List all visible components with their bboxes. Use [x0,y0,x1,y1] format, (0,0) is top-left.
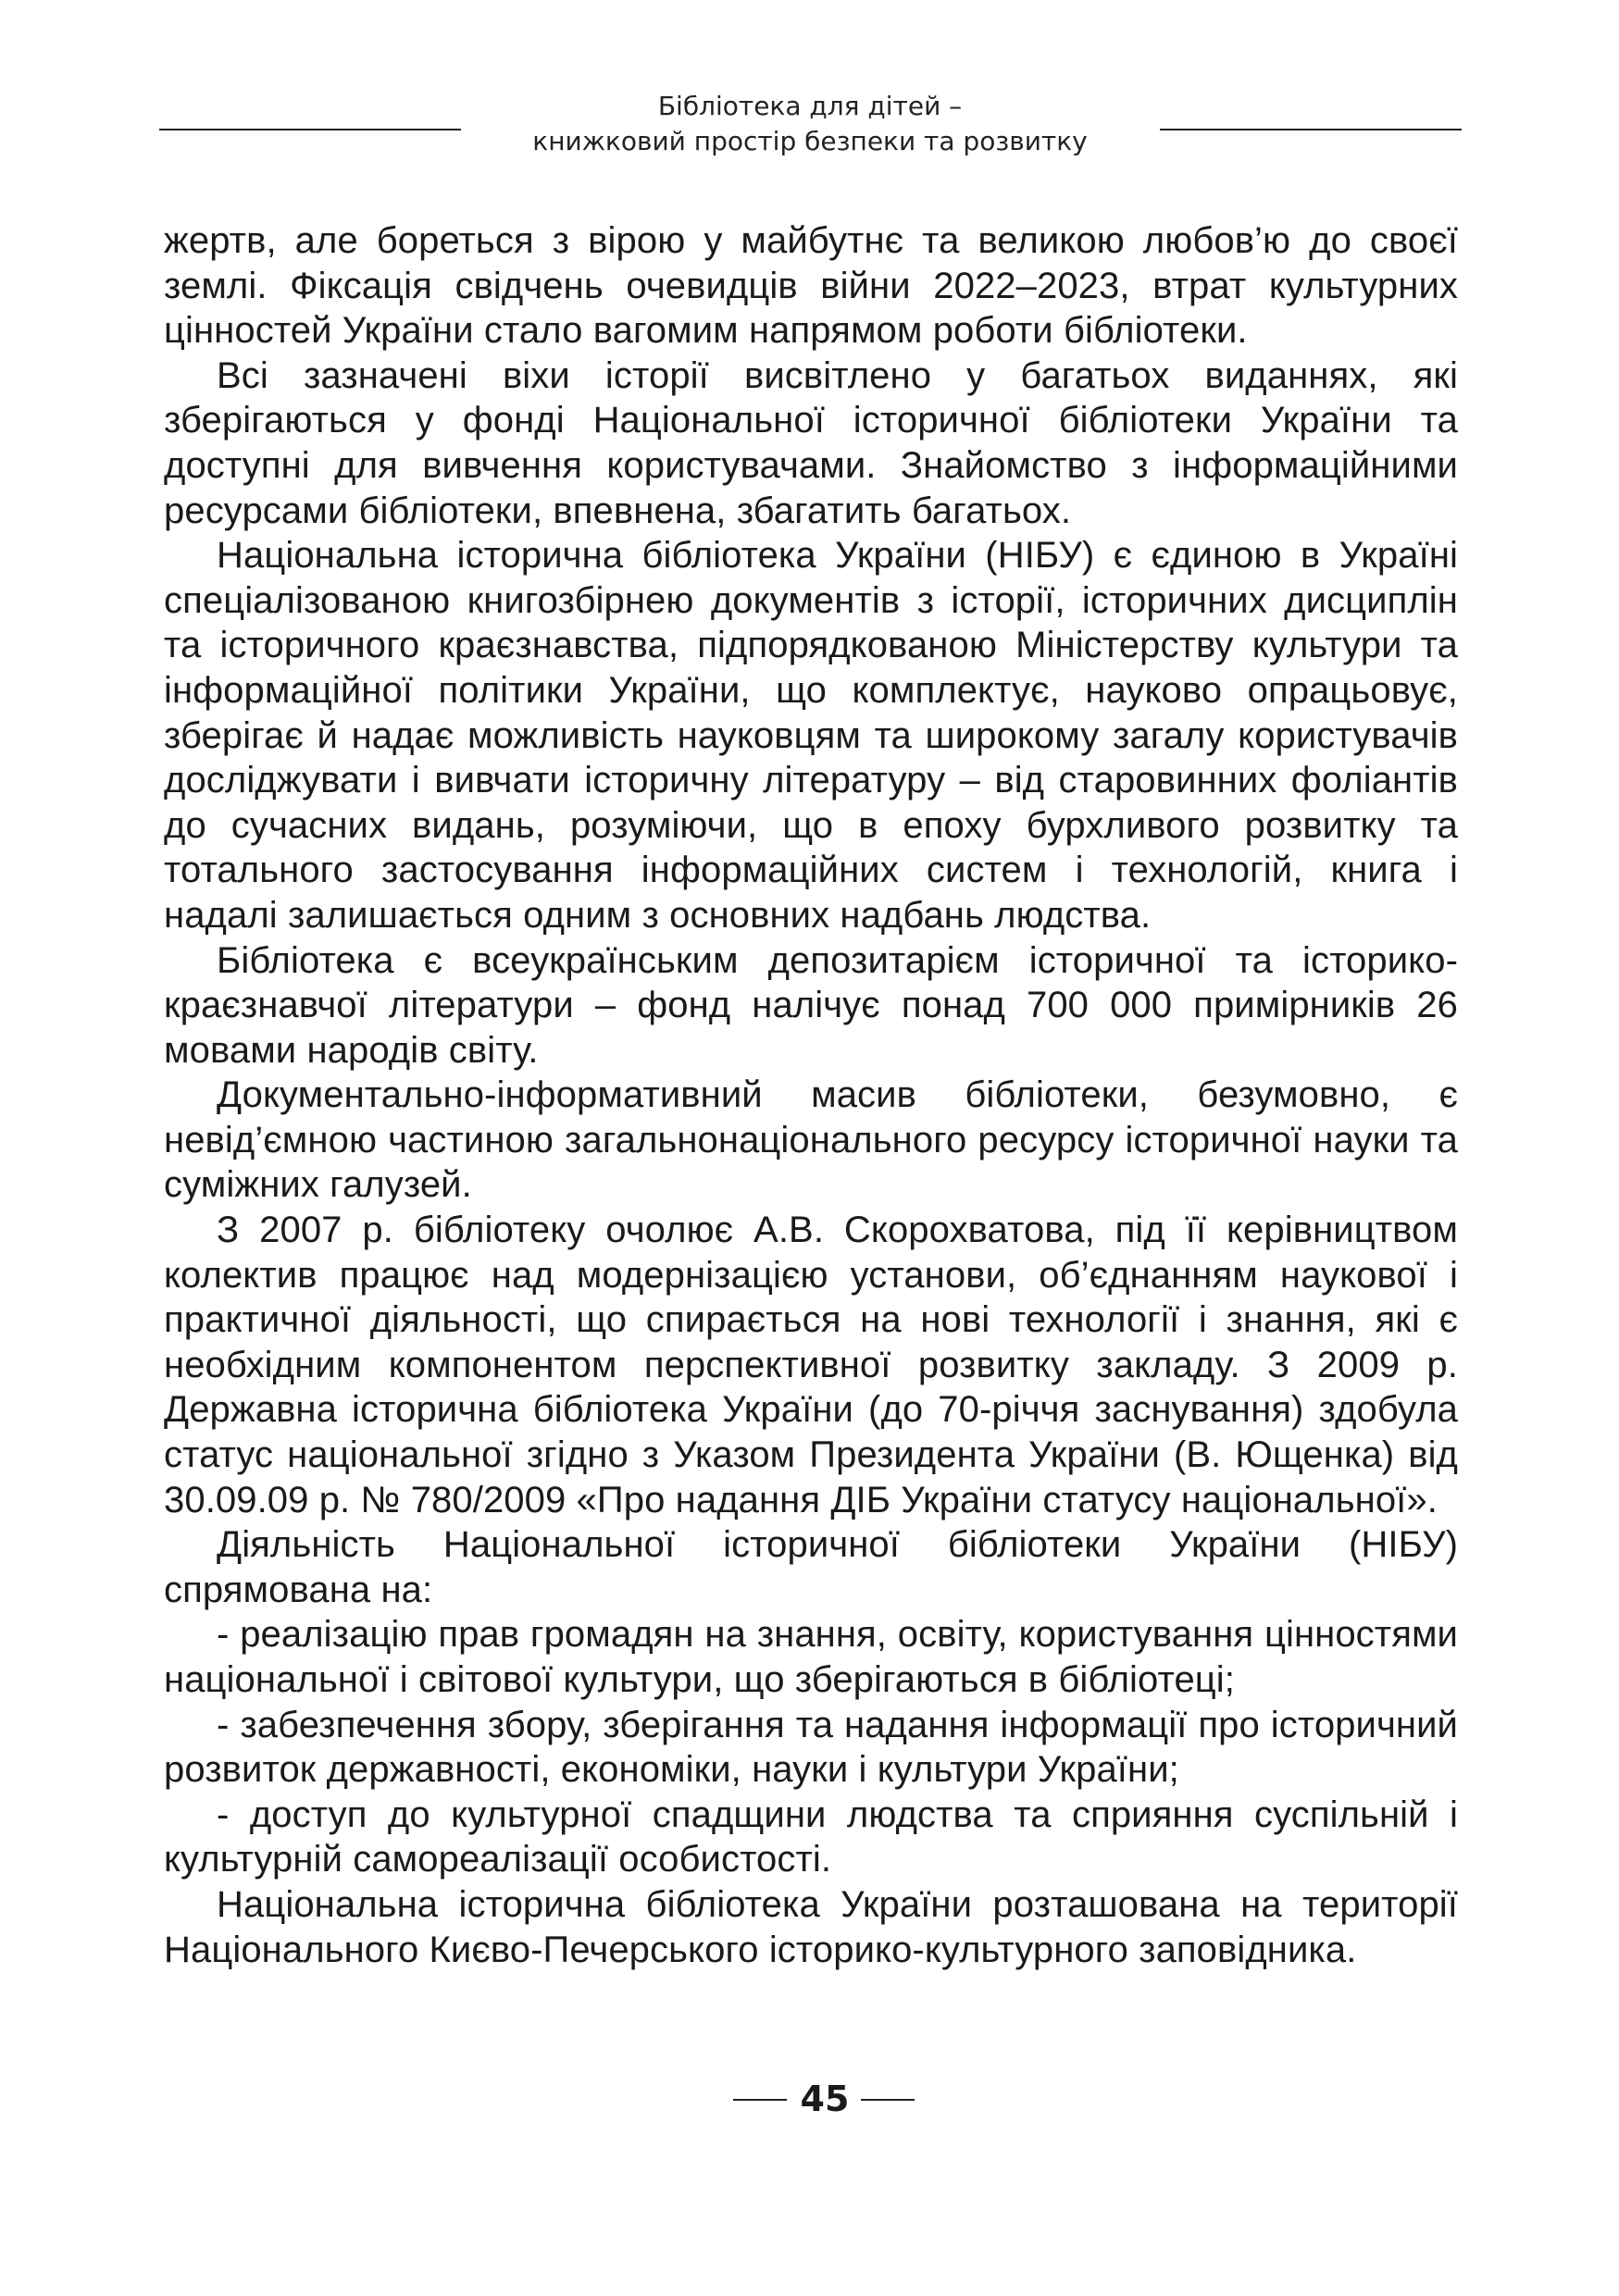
footer-rule-left [733,2099,787,2101]
paragraph: Документально-інформативний масив бібліотеки, безумовно, є невід’ємною частиною загальнонаціонального ресурсу історичної науки та суміжних галузей. [164,1074,1458,1206]
list-item: - доступ до культурної спадщини людства та сприяння суспільній і культурній самореалізації особистості. [164,1793,1458,1880]
page-footer [0,2075,1619,2130]
paragraph: Бібліотека є всеукраїнським депозитарієм історичної та історико-краєзнавчої літератури – фонд налічує понад 700 000 примірників 26 мовами народів світу. [164,939,1458,1071]
header-rule-left [159,129,461,130]
paragraph: Національна історична бібліотека України розташована на території Національного Києво-Печерського історико-культурного заповідника. [164,1883,1458,1970]
header-rule-right [1160,129,1462,130]
paragraph: Діяльність Національної історичної бібліотеки України (НІБУ) спрямована на: [164,1524,1458,1610]
running-header [0,89,1619,172]
list-item: - реалізацію прав громадян на знання, освіту, користування цінностями національної і світової культури, що зберігаються в бібліотеці; [164,1614,1458,1700]
page-number: 45 [800,2079,850,2119]
paragraph: Національна історична бібліотека України (НІБУ) є єдиною в Україні спеціалізованою книгозбірнею документів з історії, історичних дисциплін та історичного краєзнавства, підпорядкованою Міністерству культури та інформаційної політики України, що комплектує, науково опрацьовує, зберігає й надає можливість науковцям та широкому загалу користувачів досліджувати і вивчати історичну літературу – від старовинних фоліантів до сучасних видань, розуміючи, що в епоху бурхливого розвитку та тотального застосування інформаційних систем і технологій, книга і надалі залишається одним з основних надбань людства. [164,535,1458,936]
paragraph: З 2007 р. бібліотеку очолює А.В. Скорохватова, під її керівництвом колектив працює над модернізацією установи, об’єднанням наукової і практичної діяльності, що спирається на нові технології і знання, які є необхідним компонентом перспективної розвитку закладу. З 2009 р. Державна історична бібліотека України (до 70-річчя заснування) здобула статус національної згідно з Указом Президента України (В. Ющенка) від 30.09.09 р. № 780/2009 «Про надання ДІБ України статусу національної». [164,1210,1458,1520]
body-text [164,218,1458,1972]
header-title-line1: Бібліотека для дітей – [657,91,963,121]
list-item: - забезпечення збору, зберігання та надання інформації про історичний розвиток державності, економіки, науки і культури України; [164,1704,1458,1791]
paragraph-continued: жертв, але бореться з вірою у майбутнє та великою любов’ю до своєї землі. Фіксація свідчень очевидців війни 2022–2023, втрат культурних цінностей України стало вагомим напрямом роботи бібліотеки. [164,220,1458,352]
footer-rule-right [861,2099,915,2101]
paragraph: Всі зазначені віхи історії висвітлено у багатьох виданнях, які зберігаються у фонді Національної історичної бібліотеки України та доступні для вивчення користувачами. Знайомство з інформаційними ресурсами бібліотеки, впевнена, збагатить багатьох. [164,354,1458,531]
header-title-line2: книжковий простір безпеки та розвитку [532,126,1088,156]
header-title [463,89,1157,159]
